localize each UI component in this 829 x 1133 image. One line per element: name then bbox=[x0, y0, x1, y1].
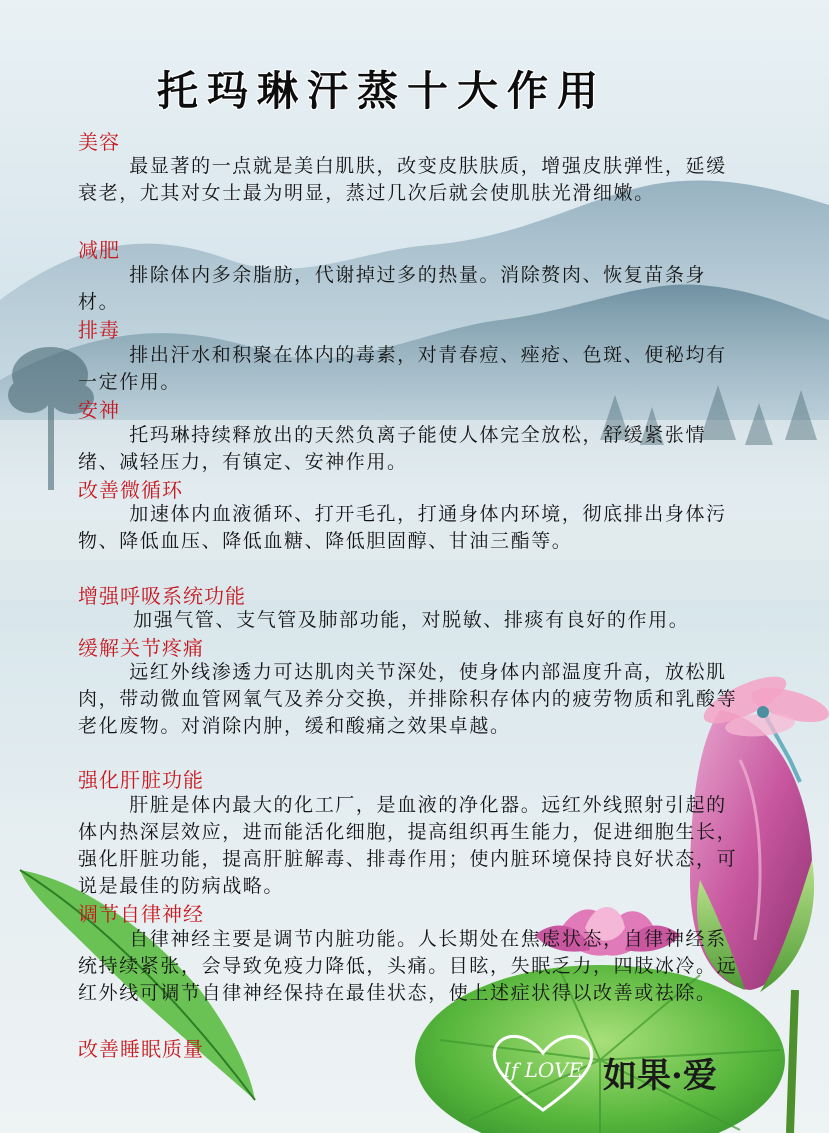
section-heading: 安神 bbox=[78, 398, 120, 422]
section-body: 排除体内多余脂肪，代谢掉过多的热量。消除赘肉、恢复苗条身材。 bbox=[78, 264, 707, 313]
section-heading: 排毒 bbox=[78, 318, 120, 342]
section-body: 加速体内血液循环、打开毛孔，打通身体内环境，彻底排出身体污物、降低血压、降低血糖、降低胆固醇、甘油三酯等。 bbox=[78, 503, 727, 552]
section-heading: 调节自律神经 bbox=[78, 902, 204, 926]
section-heading: 减肥 bbox=[78, 238, 120, 262]
section-heading: 改善微循环 bbox=[78, 478, 183, 502]
section-heading: 强化肝脏功能 bbox=[78, 768, 204, 792]
section-body: 肝脏是体内最大的化工厂，是血液的净化器。远红外线照射引起的体内热深层效应，进而能活化细胞，提高组织再生能力，促进细胞生长，强化肝脏功能，提高肝脏解毒、排毒作用；使内脏环境保持良好状态，可说是最佳的防病战略。 bbox=[78, 794, 738, 897]
brand-logo bbox=[488, 1025, 758, 1120]
logo-mark-letters: If LOVE bbox=[502, 1058, 584, 1082]
section-body: 自律神经主要是调节内脏功能。人长期处在焦虑状态，自律神经系统持续紧张，会导致免疫力降低，头痛。目眩，失眠乏力，四肢冰冷。远红外线可调节自律神经保持在最佳状态，使上述症状得以改善或祛除。 bbox=[78, 928, 738, 1004]
section-heading: 改善睡眠质量 bbox=[78, 1037, 204, 1061]
section-body: 排出汗水和积聚在体内的毒素，对青春痘、痤疮、色斑、便秘均有一定作用。 bbox=[78, 344, 727, 393]
section-heading: 美容 bbox=[78, 130, 120, 154]
section-body: 托玛琳持续释放出的天然负离子能使人体完全放松，舒缓紧张情绪、减轻压力，有镇定、安神作用。 bbox=[78, 424, 707, 473]
section-body: 加强气管、支气管及肺部功能，对脱敏、排痰有良好的作用。 bbox=[133, 609, 690, 631]
poster-title: 托玛琳汗蒸十大作用 bbox=[157, 67, 607, 115]
section-body: 远红外线渗透力可达肌肉关节深处，使身体内部温度升高，放松肌肉，带动微血管网氧气及养分交换，并排除积存体内的疲劳物质和乳酸等老化废物。对消除内肿，缓和酸痛之效果卓越。 bbox=[78, 661, 738, 737]
logo-text: 如果·爱 bbox=[603, 1056, 717, 1096]
section-body: 最显著的一点就是美白肌肤，改变皮肤肤质，增强皮肤弹性，延缓衰老，尤其对女士最为明显，蒸过几次后就会使肌肤光滑细嫩。 bbox=[78, 155, 727, 204]
section-heading: 增强呼吸系统功能 bbox=[78, 584, 246, 608]
section-heading: 缓解关节疼痛 bbox=[78, 636, 204, 660]
